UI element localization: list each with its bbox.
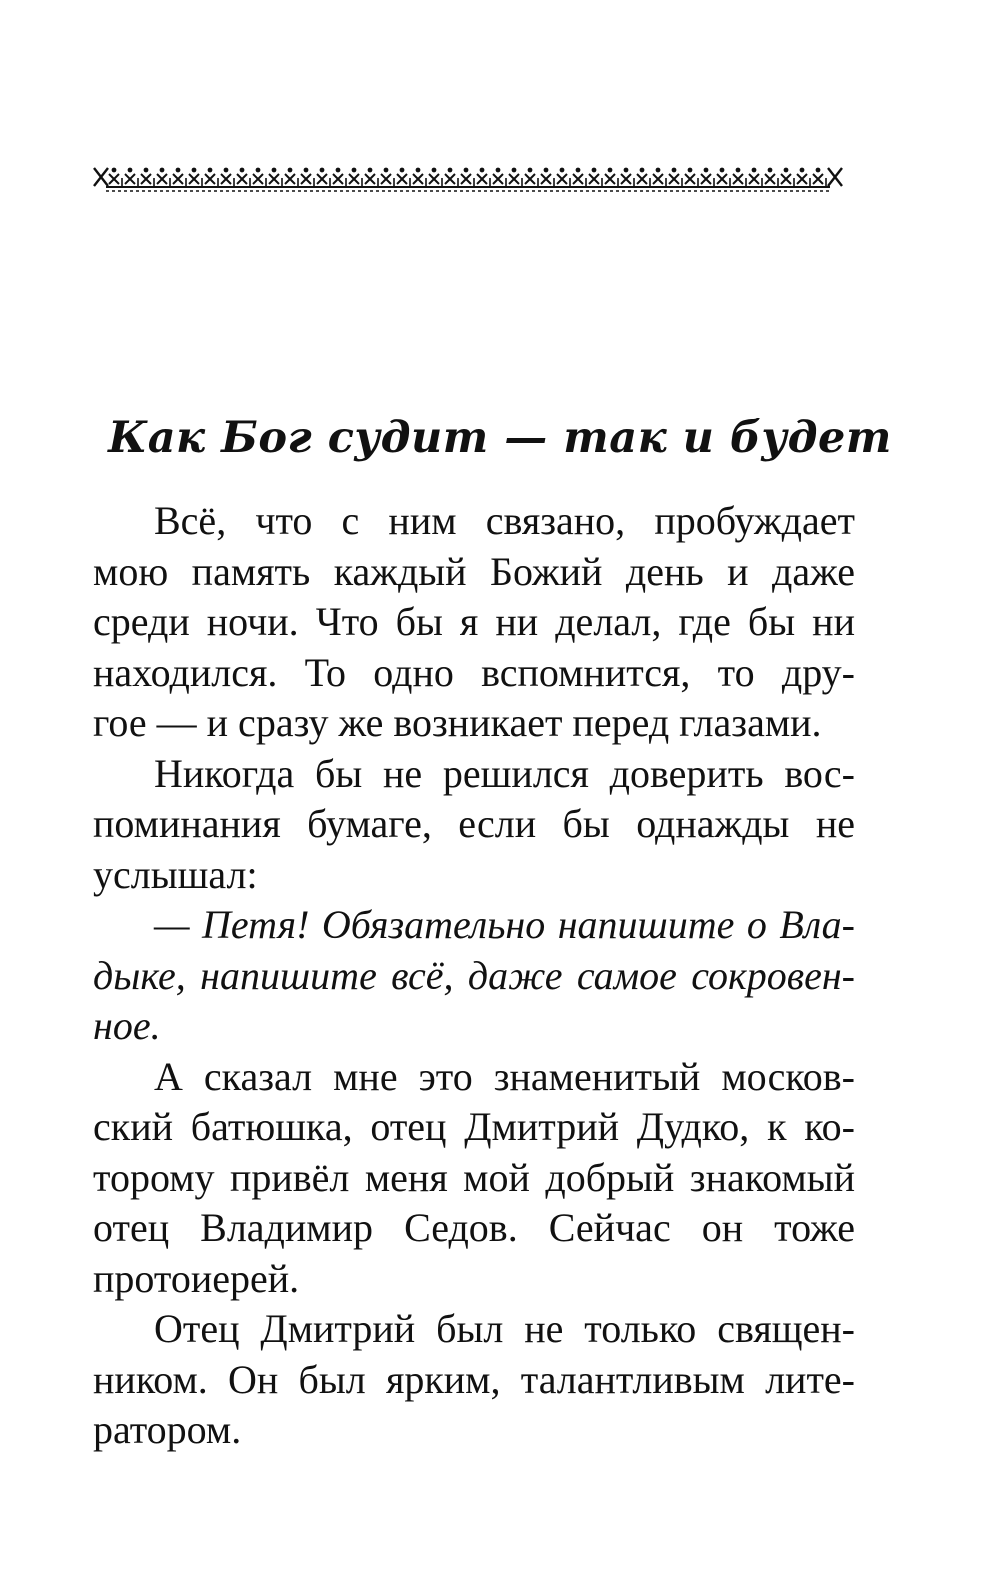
text-line: ником. Он был ярким, талантливым лите- (93, 1356, 855, 1402)
body-text (93, 496, 855, 1456)
text-line: среди ночи. Что бы я ни делал, где бы ни (93, 599, 855, 644)
text-line: ратором. (93, 1407, 242, 1452)
text-line: находился. То одно вспомнится, то дру- (93, 649, 855, 695)
paragraph (93, 1304, 855, 1456)
chapter-title: Как Бог судит — так и будет (108, 413, 892, 463)
text-line: протоиерей. (93, 1255, 300, 1301)
text-line: — Петя! Обязательно напишите о Вла- (154, 902, 855, 947)
text-line: Никогда бы не решился доверить вос- (154, 750, 855, 796)
text-line: Отец Дмитрий был не только священ- (154, 1306, 855, 1351)
paragraph (93, 1052, 855, 1305)
text-line: торому привёл меня мой добрый знакомый (93, 1154, 855, 1200)
text-line: услышал: (93, 851, 258, 897)
text-line: мою память каждый Божий день и даже (93, 548, 855, 594)
text-line: Всё, что с ним связано, пробуждает (154, 498, 855, 543)
text-line: дыке, напишите всё, даже самое сокровен- (93, 952, 855, 998)
text-line: гое — и сразу же возникает перед глазами. (93, 700, 822, 745)
ornament-pattern (94, 168, 842, 191)
text-line: ное. (93, 1003, 161, 1048)
ornamental-border-icon (92, 160, 844, 196)
text-line: поминания бумаге, если бы однажды не (93, 801, 855, 846)
paragraph (93, 496, 855, 749)
text-line: отец Владимир Седов. Сейчас он тоже (93, 1205, 855, 1250)
paragraph (93, 749, 855, 901)
text-line: А сказал мне это знаменитый москов- (154, 1053, 855, 1099)
quote-paragraph (93, 900, 855, 1052)
text-line: ский батюшка, отец Дмитрий Дудко, к ко- (93, 1104, 855, 1149)
